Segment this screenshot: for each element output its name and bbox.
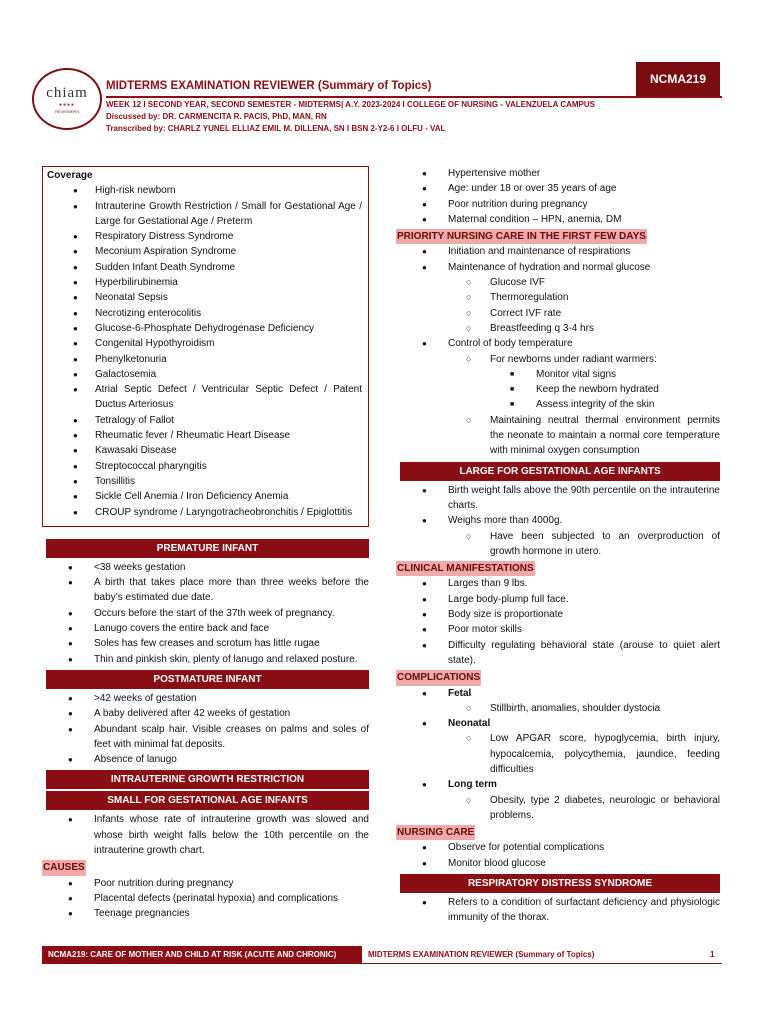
list-item: ● Meconium Aspiration Syndrome: [47, 244, 362, 259]
list-item: ● Teenage pregnancies: [42, 906, 369, 921]
list-item: ● Absence of lanugo: [42, 752, 369, 767]
coverage-title: Coverage: [47, 170, 93, 181]
list-item: ● Difficulty regulating behavioral state (arouse to quiet alert state).: [396, 638, 720, 669]
logo: [32, 68, 102, 130]
premature-list: [42, 560, 369, 667]
list-item: ■ Assess integrity of the skin: [396, 397, 720, 412]
footer-divider: [42, 963, 722, 964]
list-item: ● Initiation and maintenance of respirations: [396, 244, 720, 259]
footer-title: MIDTERMS EXAMINATION REVIEWER (Summary of Topics): [368, 950, 595, 959]
list-item: ● CROUP syndrome / Laryngotracheobronchitis / Epiglottitis: [47, 505, 362, 520]
section-heading-rds: RESPIRATORY DISTRESS SYNDROME: [400, 874, 720, 893]
sga-list: [42, 812, 369, 858]
list-item: ● Galactosemia: [47, 367, 362, 382]
list-item: ■ Monitor vital signs: [396, 367, 720, 382]
list-item: ● Tetralogy of Fallot: [47, 413, 362, 428]
list-item: ● Weighs more than 4000g.: [396, 513, 720, 528]
postmature-list: [42, 691, 369, 767]
list-item: ● Large body-plump full face.: [396, 592, 720, 607]
list-item: ○ Glucose IVF: [396, 275, 720, 290]
section-heading-postmature: POSTMATURE INFANT: [46, 670, 369, 689]
subheading-priority-care: PRIORITY NURSING CARE IN THE FIRST FEW DAYS: [396, 229, 647, 244]
course-code-badge: NCMA219: [636, 62, 720, 96]
coverage-box: [42, 166, 369, 527]
list-item: ○ Maintaining neutral thermal environment permits the neonate to maintain a normal core temperature with minimal oxygen consumption: [396, 413, 720, 459]
list-item: ● Fetal: [396, 686, 720, 701]
rds-list: [396, 895, 720, 926]
list-item: ● Refers to a condition of surfactant deficiency and physiologic immunity of the thorax.: [396, 895, 720, 926]
list-item: ● Necrotizing enterocolitis: [47, 306, 362, 321]
list-item: ● Hypertensive mother: [396, 166, 720, 181]
list-item: ● Age: under 18 or over 35 years of age: [396, 181, 720, 196]
logo-subtitle: REVIEWERS: [54, 108, 79, 114]
list-item: ● Kawasaki Disease: [47, 443, 362, 458]
list-item: ● Body size is proportionate: [396, 607, 720, 622]
subheading-nursing-care: NURSING CARE: [396, 825, 475, 840]
list-item: ● Poor motor skills: [396, 622, 720, 637]
subheading-causes: CAUSES: [42, 860, 86, 875]
section-heading-iugr: INTRAUTERINE GROWTH RESTRICTION: [46, 770, 369, 789]
right-column: [396, 166, 720, 926]
section-heading-lga: LARGE FOR GESTATIONAL AGE INFANTS: [400, 462, 720, 481]
list-item: ● Thin and pinkish skin, plenty of lanugo and relaxed posture.: [42, 652, 369, 667]
list-item: ● Streptococcal pharyngitis: [47, 459, 362, 474]
list-item: ● Occurs before the start of the 37th week of pregnancy.: [42, 606, 369, 621]
list-item: ● High-risk newborn: [47, 183, 362, 198]
list-item: ○ For newborns under radiant warmers:: [396, 352, 720, 367]
list-item: ● Birth weight falls above the 90th percentile on the intrauterine charts.: [396, 483, 720, 514]
header-course-line: WEEK 12 I SECOND YEAR, SECOND SEMESTER - MIDTERMS| A.Y. 2023-2024 I COLLEGE OF NURSING - VALENZUELA CAMPUS: [106, 100, 595, 109]
page-title: MIDTERMS EXAMINATION REVIEWER (Summary of Topics): [106, 80, 432, 92]
logo-text: chiam: [46, 84, 88, 101]
list-item: ● Poor nutrition during pregnancy: [42, 876, 369, 891]
nursing-care-list: [396, 840, 720, 871]
list-item: ● >42 weeks of gestation: [42, 691, 369, 706]
list-item: ● Larges than 9 lbs.: [396, 576, 720, 591]
list-item: ● A baby delivered after 42 weeks of gestation: [42, 706, 369, 721]
list-item: ● Abundant scalp hair. Visible creases on palms and soles of feet with minimal fat deposits.: [42, 722, 369, 753]
list-item: ○ Obesity, type 2 diabetes, neurologic or behavioral problems.: [396, 793, 720, 824]
coverage-list: [47, 183, 362, 520]
list-item: ● Soles has few creases and scrotum has little rugae: [42, 636, 369, 651]
list-item: ● Neonatal: [396, 716, 720, 731]
complications-list: [396, 686, 720, 824]
list-item: ● Congenital Hypothyroidism: [47, 336, 362, 351]
clinical-list: [396, 576, 720, 668]
section-heading-sga: SMALL FOR GESTATIONAL AGE INFANTS: [46, 791, 369, 810]
list-item: ● Long term: [396, 777, 720, 792]
list-item: ■ Keep the newborn hydrated: [396, 382, 720, 397]
subheading-complications: COMPLICATIONS: [396, 670, 481, 685]
list-item: ● Sickle Cell Anemia / Iron Deficiency Anemia: [47, 489, 362, 504]
list-item: ○ Thermoregulation: [396, 290, 720, 305]
header-divider: [106, 96, 722, 98]
list-item: ○ Correct IVF rate: [396, 306, 720, 321]
list-item: ● Sudden Infant Death Syndrome: [47, 260, 362, 275]
list-item: ● Infants whose rate of intrauterine growth was slowed and whose birth weight falls below the 10th percentile on the intrauterine growth chart.: [42, 812, 369, 858]
list-item: ● Tonsillitis: [47, 474, 362, 489]
list-item: ● <38 weeks gestation: [42, 560, 369, 575]
list-item: ● Neonatal Sepsis: [47, 290, 362, 305]
subheading-clinical-manifestations: CLINICAL MANIFESTATIONS: [396, 561, 535, 576]
list-item: ● Phenylketonuria: [47, 352, 362, 367]
list-item: ○ Low APGAR score, hypoglycemia, birth injury, hypocalcemia, polycythemia, jaundice, feeding difficulties: [396, 731, 720, 777]
list-item: ● Atrial Septic Defect / Ventricular Septic Defect / Patent Ductus Arteriosus: [47, 382, 362, 413]
list-item: ● Placental defects (perinatal hypoxia) and complications: [42, 891, 369, 906]
header-discussed-by: Discussed by: DR. CARMENCITA R. PACIS, PhD, MAN, RN: [106, 112, 327, 121]
list-item: ● Rheumatic fever / Rheumatic Heart Disease: [47, 428, 362, 443]
list-item: ○ Breastfeeding q 3-4 hrs: [396, 321, 720, 336]
list-item: ● Poor nutrition during pregnancy: [396, 197, 720, 212]
list-item: ○ Stillbirth, anomalies, shoulder dystocia: [396, 701, 720, 716]
header-transcribed-by: Transcribed by: CHARLZ YUNEL ELLIAZ EMIL M. DILLENA, SN I BSN 2-Y2-6 I OLFU - VAL: [106, 124, 446, 133]
list-item: ● Respiratory Distress Syndrome: [47, 229, 362, 244]
list-item: ○ Have been subjected to an overproduction of growth hormone in utero.: [396, 529, 720, 560]
logo-figures-icon: ●●●●: [58, 101, 76, 108]
list-item: ● Lanugo covers the entire back and face: [42, 621, 369, 636]
list-item: ● Observe for potential complications: [396, 840, 720, 855]
causes-list: [42, 876, 369, 922]
list-item: ● Glucose-6-Phosphate Dehydrogenase Deficiency: [47, 321, 362, 336]
lga-list: [396, 483, 720, 559]
footer-course: NCMA219: CARE OF MOTHER AND CHILD AT RISK (ACUTE AND CHRONIC): [42, 946, 362, 963]
priority-list: [396, 244, 720, 458]
list-item: ● Maternal condition – HPN, anemia, DM: [396, 212, 720, 227]
list-item: ● Control of body temperature: [396, 336, 720, 351]
list-item: ● Monitor blood glucose: [396, 856, 720, 871]
left-column: [42, 166, 369, 921]
list-item: ● Maintenance of hydration and normal glucose: [396, 260, 720, 275]
section-heading-premature: PREMATURE INFANT: [46, 539, 369, 558]
list-item: ● Intrauterine Growth Restriction / Small for Gestational Age / Large for Gestational Age / Preterm: [47, 199, 362, 230]
causes-continued-list: [396, 166, 720, 227]
page-number: 1: [710, 950, 715, 959]
list-item: ● Hyperbilirubinemia: [47, 275, 362, 290]
list-item: ● A birth that takes place more than three weeks before the baby’s estimated due date.: [42, 575, 369, 606]
